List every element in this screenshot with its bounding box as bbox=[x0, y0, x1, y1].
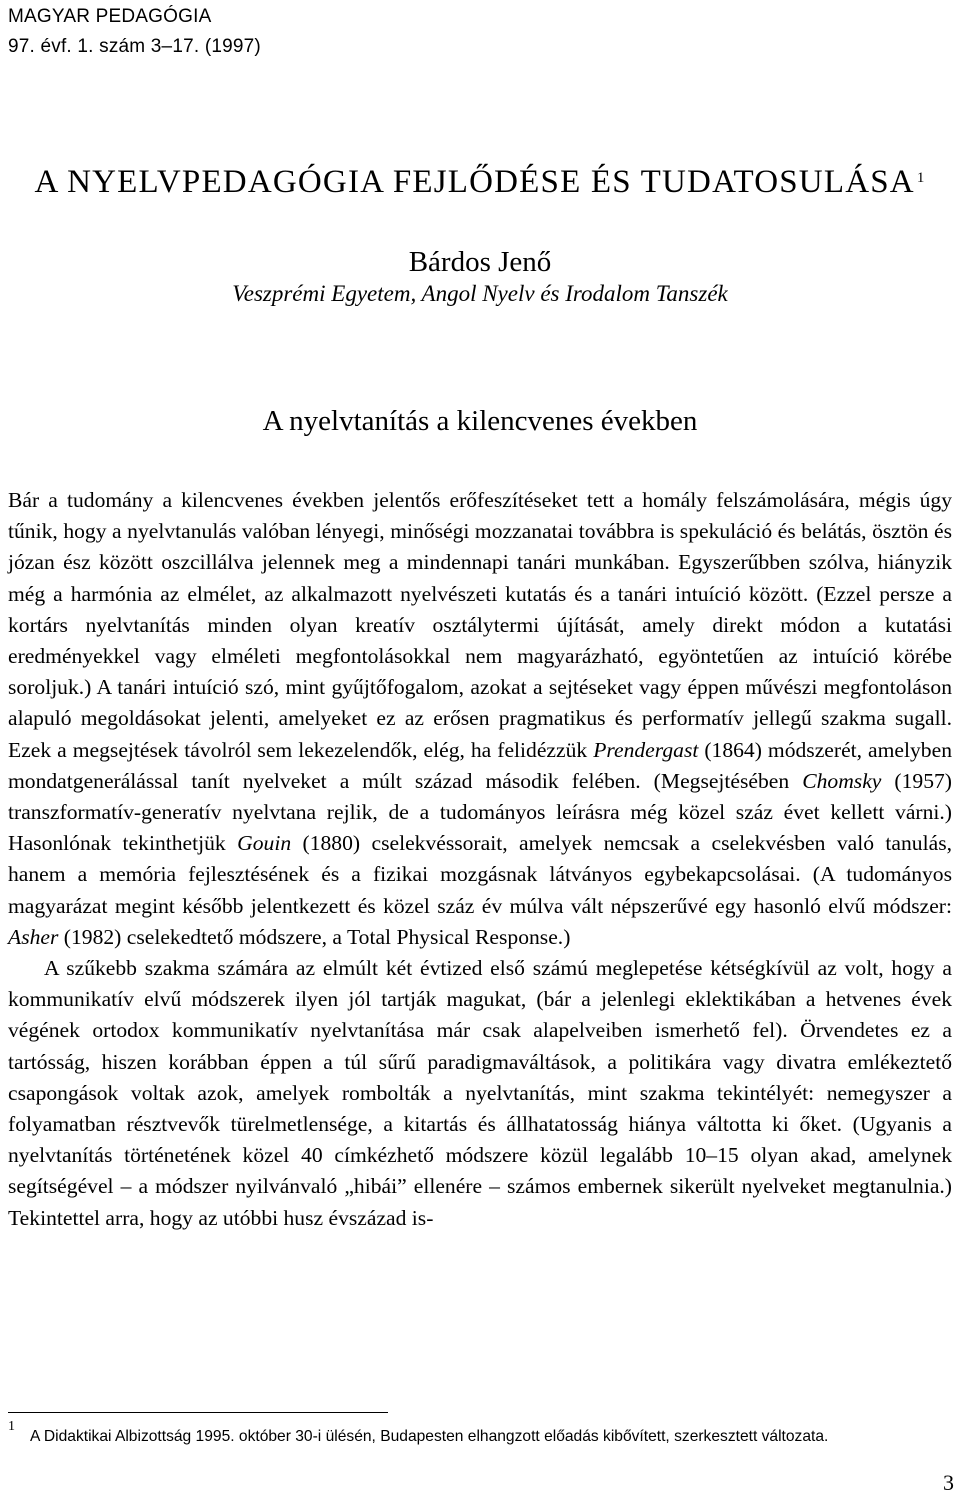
journal-name: MAGYAR PEDAGÓGIA bbox=[8, 6, 212, 27]
page-number: 3 bbox=[943, 1470, 954, 1495]
footnote-mark: 1 bbox=[8, 1419, 15, 1434]
article-body bbox=[8, 485, 952, 1234]
paragraph-1-part-c: (1957) transzformatív-generatív nyelvtana rejlik, de a tudományos leírásra még közel száz évet kellett várni.) Hasonlónak tekinthetjük bbox=[8, 768, 952, 856]
cited-name-prendergast: Prendergast bbox=[593, 737, 699, 762]
article-title bbox=[0, 164, 960, 201]
footnote-text: A Didaktikai Albizottság 1995. október 30-i ülésén, Budapesten elhangzott előadás kibővített, szerkesztett változata. bbox=[30, 1428, 829, 1445]
cited-name-asher: Asher bbox=[8, 924, 59, 949]
paragraph-1-part-e: (1982) cselekedtető módszere, a Total Physical Response.) bbox=[58, 924, 571, 949]
journal-header bbox=[8, 2, 261, 62]
cited-name-gouin: Gouin bbox=[237, 831, 292, 856]
footnote-divider bbox=[8, 1412, 388, 1413]
title-footnote-mark: 1 bbox=[916, 170, 926, 186]
paragraph-1-part-b: (1864) módszerét, amelyben mondatgenerálással tanít nyelveket a múlt század második felében. (Megsejtésében bbox=[8, 737, 952, 793]
paragraph-1-part-a: Bár a tudomány a kilencvenes években jelentős erőfeszítéseket tett a homály felszámolására, mégis úgy tűnik, hogy a nyelvtanulás valóban lényegi, minőségi mozzanatai továbbra is spekuláció és belátás, ösztön és józan ész között oszcillálva jelennek meg a mindennapi tanári munkában. Egyszerűbben szólva, hiányzik még a harmónia az elmélet, az alkalmazott nyelvészeti kutatás és a tanári intuíció között. (Ezzel persze a kortárs nyelvtanítás minden olyan kreatív osztálytermi újítását, amely direkt módon a kutatási eredményekkel vagy elméleti megfontolásokkal nem magyarázható, egyöntetűen az intuíció körébe soroljuk.) A tanári intuíció szó, mint gyűjtőfogalom, azokat a sejtéseket vagy éppen művészi megfontoláson alapuló megoldásokat jelenti, amelyeket ez az erősen pragmatikus és performatív jellegű szakma sugall. Ezek a megsejtések távolról sem lekezelendők, elég, ha felidézzük bbox=[8, 488, 952, 762]
section-heading: A nyelvtanítás a kilencvenes években bbox=[262, 405, 698, 437]
cited-name-chomsky: Chomsky bbox=[802, 768, 882, 793]
paragraph-2: A szűkebb szakma számára az elmúlt két évtized első számú meglepetése kétségkívül az volt, hogy a kommunikatív elvű módszerek ilyen jól tartják magukat, (bár a jelenlegi eklektikában a hetvenes évek végének ortodox kommunikatív nyelvtanítása már csak alapelveiben ismerhető fel). Örvendetes ez a tartósság, hiszen korábban éppen a túl sűrű paradigmaváltások, a politikára vagy divatra emlékeztető csapongások voltak azok, amelyek rombolták a nyelvtanítás, mint szakma tekintélyét: nemegyszer a folyamatban résztvevők türelmetlensége, a kitartás és állhatatosság hiánya váltotta ki őket. (Ugyanis a nyelvtanítás történetének közel 40 címkézhető módszere közül legalább 10–15 olyan akad, amelynek segítségével – a módszer nyilvánvaló „hibái” ellenére – számos embernek sikerült nyelveket megtanulnia.) Tekintettel arra, hogy az utóbbi husz évszázad is- bbox=[8, 956, 952, 1230]
paragraph-1-part-d: (1880) cselekvéssorait, amelyek nemcsak a cselekvésben való tanulás, hanem a memória fejlesztésének és a fizikai mozgásnak látványos egybekapcsolásai. (A tudományos magyarázat megint később jelentkezett és közel száz év múlva vált népszerűvé egy hasonló elvű módszer: bbox=[8, 831, 952, 918]
author-affiliation: Veszprémi Egyetem, Angol Nyelv és Irodalom Tanszék bbox=[232, 281, 728, 306]
article-title-text: A NYELVPEDAGÓGIA FEJLŐDÉSE ÉS TUDATOSULÁSA bbox=[34, 164, 915, 200]
author-name: Bárdos Jenő bbox=[408, 246, 552, 278]
journal-issue: 97. évf. 1. szám 3–17. (1997) bbox=[8, 36, 261, 57]
paragraph-1 bbox=[8, 485, 952, 953]
